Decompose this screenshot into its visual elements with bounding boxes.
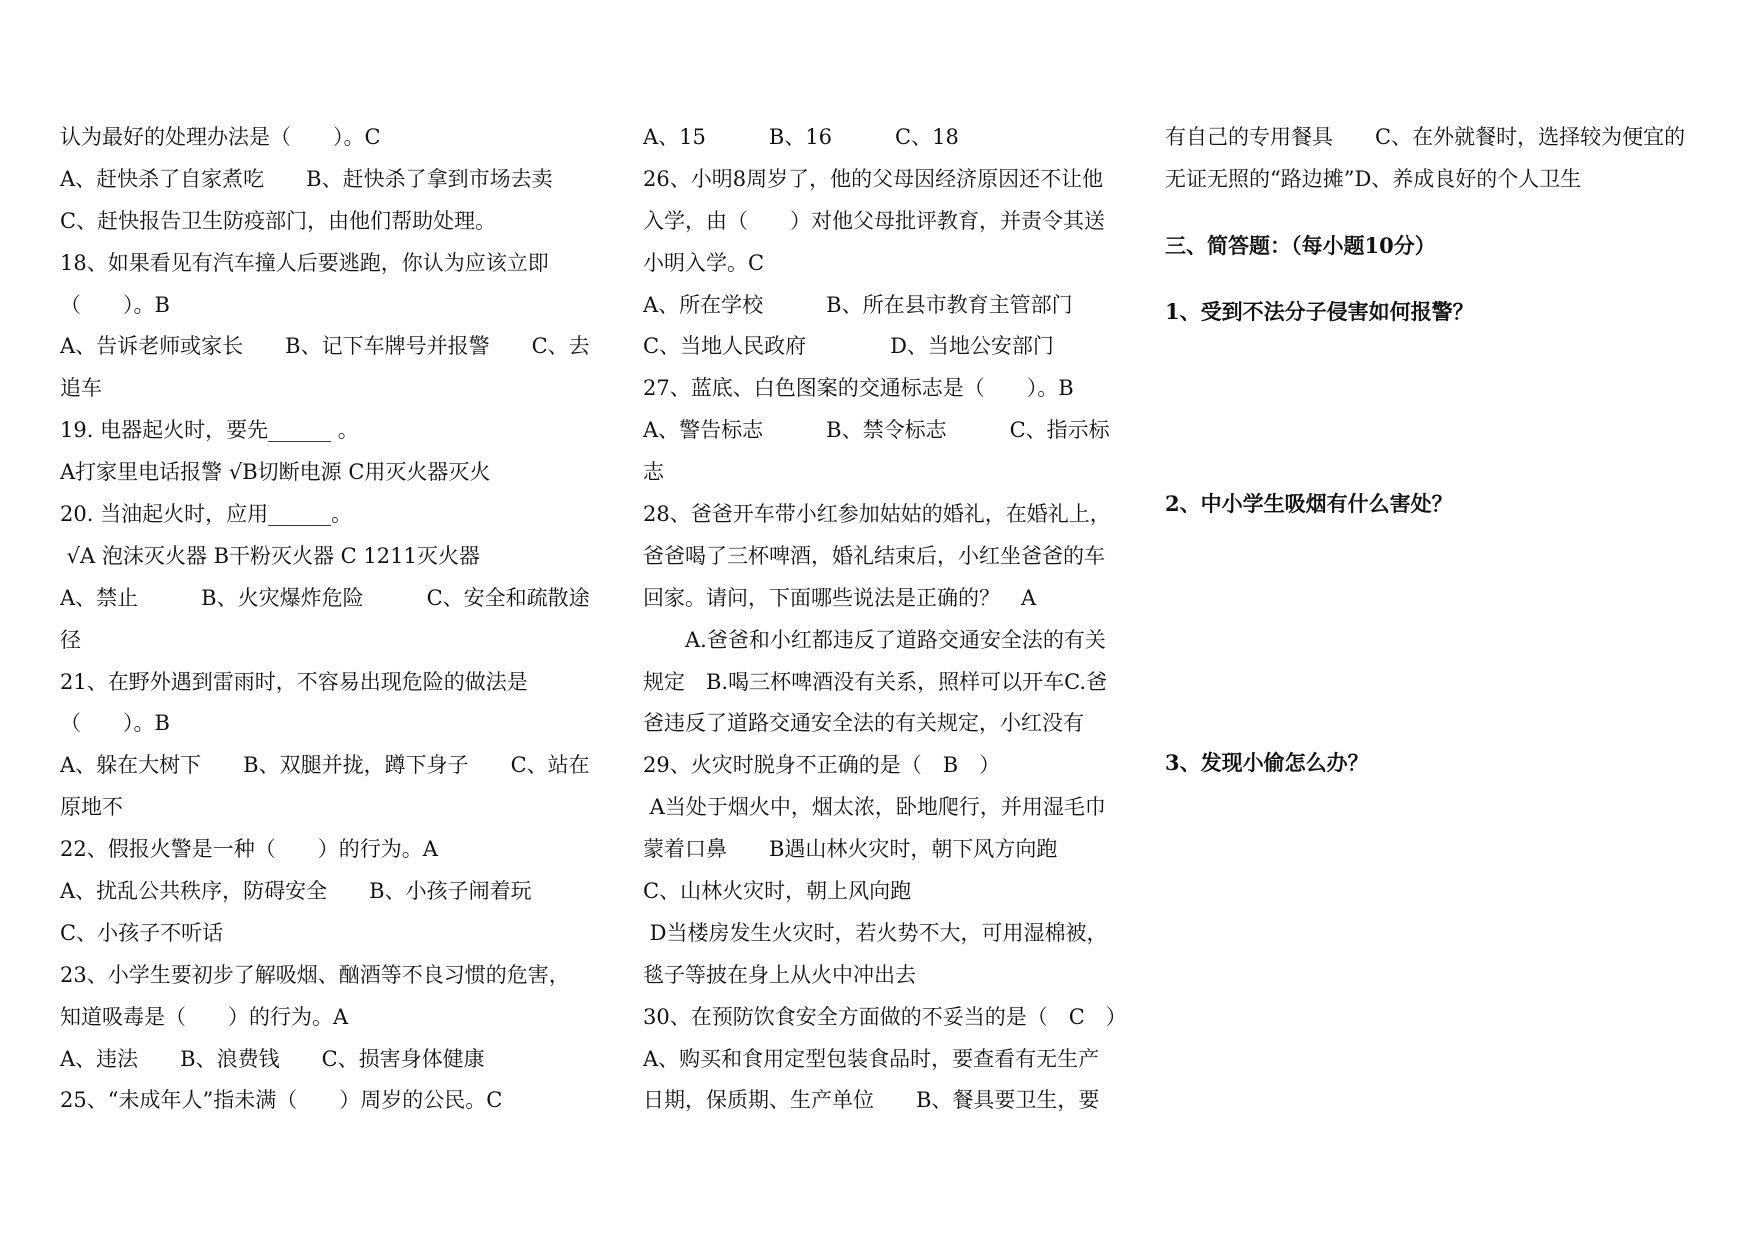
text-line: 29、火灾时脱身不正确的是（ B ）: [643, 753, 1001, 778]
text-line: 19. 电器起火时，要先______ 。: [60, 418, 359, 443]
text-line: 28、爸爸开车带小红参加姑姑的婚礼，在婚礼上，: [643, 502, 1111, 527]
spacer: [1165, 201, 1710, 225]
text-line: C、赶快报告卫生防疫部门，由他们帮助处理。: [60, 208, 497, 233]
text-line: 规定 B.喝三杯啤酒没有关系，照样可以开车C.爸: [643, 669, 1108, 694]
text-line: 蒙着口鼻 B遇山林火灾时，朝下风方向跑: [643, 837, 1058, 862]
text-line: A、告诉老师或家长 B、记下车牌号并报警 C、去: [60, 334, 590, 359]
text-line: 30、在预防饮食安全方面做的不妥当的是（ C ）: [643, 1004, 1127, 1029]
text-line: D当楼房发生火灾时，若火势不大，可用湿棉被，: [643, 920, 1108, 945]
text-line: A、赶快杀了自家煮吃 B、赶快杀了拿到市场去卖: [60, 166, 553, 191]
text-line: C、小孩子不听话: [60, 920, 224, 945]
text-line: 日期，保质期、生产单位 B、餐具要卫生，要: [643, 1088, 1100, 1113]
text-line: C、当地人民政府 D、当地公安部门: [643, 334, 1054, 359]
text-line: 爸爸喝了三杯啤酒，婚礼结束后，小红坐爸爸的车: [643, 543, 1105, 568]
text-line: 回家。请问，下面哪些说法是正确的？ A: [643, 585, 1037, 610]
text-line: A.爸爸和小红都违反了道路交通安全法的有关: [643, 627, 1106, 652]
short-answer-question: 3、发现小偷怎么办？: [1165, 750, 1369, 776]
text-line: 认为最好的处理办法是（ ）。C: [60, 125, 381, 149]
text-line: 径: [60, 627, 81, 652]
text-line: 23、小学生要初步了解吸烟、酗酒等不良习惯的危害，: [60, 962, 570, 987]
text-line: 26、小明8周岁了，他的父母因经济原因还不让他: [643, 166, 1104, 191]
text-line: A、警告标志 B、禁令标志 C、指示标: [643, 418, 1110, 443]
text-line: 小明入学。C: [643, 250, 765, 275]
text-line: C、山林火灾时，朝上风向跑: [643, 879, 912, 904]
text-line: 22、假报火警是一种（ ）的行为。A: [60, 837, 438, 862]
text-line: （ ）。B: [60, 711, 170, 736]
text-line: 21、在野外遇到雷雨时，不容易出现危险的做法是: [60, 669, 528, 694]
text-line: 原地不: [60, 795, 123, 820]
text-line: √A 泡沫灭火器 B干粉灭火器 C 1211灭火器: [60, 543, 480, 568]
short-answer-question: 1、受到不法分子侵害如何报警？: [1165, 298, 1474, 324]
text-line: 有自己的专用餐具 C、在外就餐时，选择较为便宜的: [1165, 125, 1686, 149]
text-line: 27、蓝底、白色图案的交通标志是（ ）。B: [643, 376, 1074, 401]
column-right: [1165, 117, 1710, 784]
text-line: 入学，由（ ）对他父母批评教育，并责令其送: [643, 208, 1105, 233]
text-line: 20. 当油起火时，应用______。: [60, 502, 353, 527]
short-answer-question: 2、中小学生吸烟有什么害处？: [1165, 490, 1453, 516]
text-line: A、躲在大树下 B、双腿并拢，蹲下身子 C、站在: [60, 753, 590, 778]
text-line: （ ）。B: [60, 292, 170, 317]
text-line: A、购买和食用定型包装食品时，要查看有无生产: [643, 1046, 1100, 1071]
text-line: A、15 B、16 C、18: [643, 125, 959, 149]
spacer: [1165, 267, 1710, 291]
text-line: 追车: [60, 376, 102, 401]
text-line: A、违法 B、浪费钱 C、损害身体健康: [60, 1046, 485, 1071]
text-line: 25、“未成年人”指未满（ ）周岁的公民。C: [60, 1088, 503, 1113]
column-left: [60, 117, 605, 1122]
text-line: 无证无照的“路边摊”D、养成良好的个人卫生: [1165, 166, 1582, 191]
section-title: 三、简答题：（每小题10分）: [1165, 232, 1436, 258]
text-line: A打家里电话报警 √B切断电源 C用灭火器灭火: [60, 460, 491, 485]
text-line: 志: [643, 460, 664, 485]
text-line: A当处于烟火中，烟太浓，卧地爬行，并用湿毛巾: [643, 795, 1106, 820]
answer-space: [1165, 333, 1710, 483]
text-line: A、禁止 B、火灾爆炸危险 C、安全和疏散途: [60, 585, 590, 610]
text-line: 知道吸毒是（ ）的行为。A: [60, 1004, 349, 1029]
text-line: A、扰乱公共秩序，防碍安全 B、小孩子闹着玩: [60, 879, 532, 904]
column-middle: [643, 117, 1133, 1122]
text-line: A、所在学校 B、所在县市教育主管部门: [643, 292, 1073, 317]
text-line: 毯子等披在身上从火中冲出去: [643, 962, 916, 987]
text-line: 爸违反了道路交通安全法的有关规定，小红没有: [643, 711, 1084, 736]
answer-space: [1165, 524, 1710, 742]
text-line: 18、如果看见有汽车撞人后要逃跑，你认为应该立即: [60, 250, 549, 275]
